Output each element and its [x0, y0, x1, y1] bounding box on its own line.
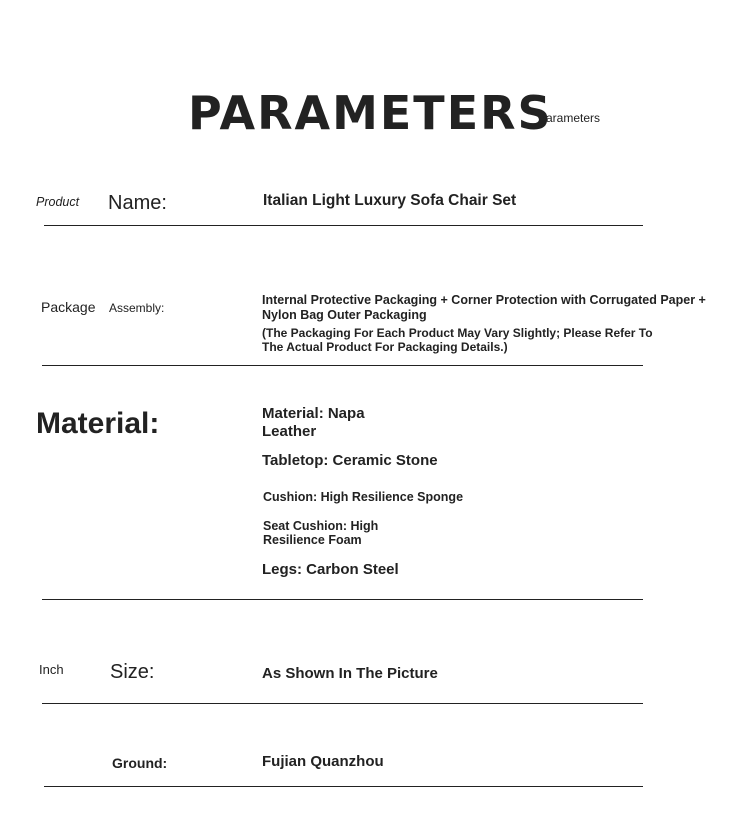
- size-label-prefix: Inch: [39, 662, 64, 677]
- material-item-legs: Legs: Carbon Steel: [262, 561, 399, 578]
- origin-divider: [44, 786, 643, 787]
- size-divider: [42, 703, 643, 704]
- size-label: Size:: [110, 661, 155, 683]
- page-title: PARAMETERS: [188, 86, 553, 140]
- material-item-leather-line1: Material: Napa: [262, 405, 365, 422]
- package-value-line2: Nylon Bag Outer Packaging: [262, 308, 427, 322]
- material-item-seat-line2: Resilience Foam: [263, 533, 362, 547]
- origin-label: Ground:: [112, 755, 168, 771]
- origin-value: Fujian Quanzhou: [262, 753, 384, 770]
- package-divider: [42, 365, 643, 366]
- product-divider: [44, 225, 643, 226]
- material-item-seat-line1: Seat Cushion: High: [263, 519, 379, 533]
- package-note-line1: (The Packaging For Each Product May Vary Slightly; Please Refer To: [262, 326, 653, 340]
- package-label-prefix: Package: [41, 299, 96, 315]
- product-label: Name:: [108, 192, 167, 214]
- material-item-tabletop: Tabletop: Ceramic Stone: [262, 452, 438, 469]
- package-label: Assembly:: [109, 301, 165, 315]
- size-value: As Shown In The Picture: [262, 665, 438, 682]
- material-divider: [42, 599, 643, 600]
- material-item-cushion: Cushion: High Resilience Sponge: [263, 490, 464, 504]
- page-subtitle: Parameters: [538, 111, 601, 125]
- material-item-leather-line2: Leather: [262, 423, 317, 440]
- product-label-prefix: Product: [36, 195, 80, 209]
- package-value-line1: Internal Protective Packaging + Corner Protection with Corrugated Paper +: [262, 293, 706, 307]
- product-value: Italian Light Luxury Sofa Chair Set: [263, 192, 517, 209]
- material-label: Material:: [36, 407, 160, 440]
- package-note-line2: The Actual Product For Packaging Details.): [262, 340, 508, 354]
